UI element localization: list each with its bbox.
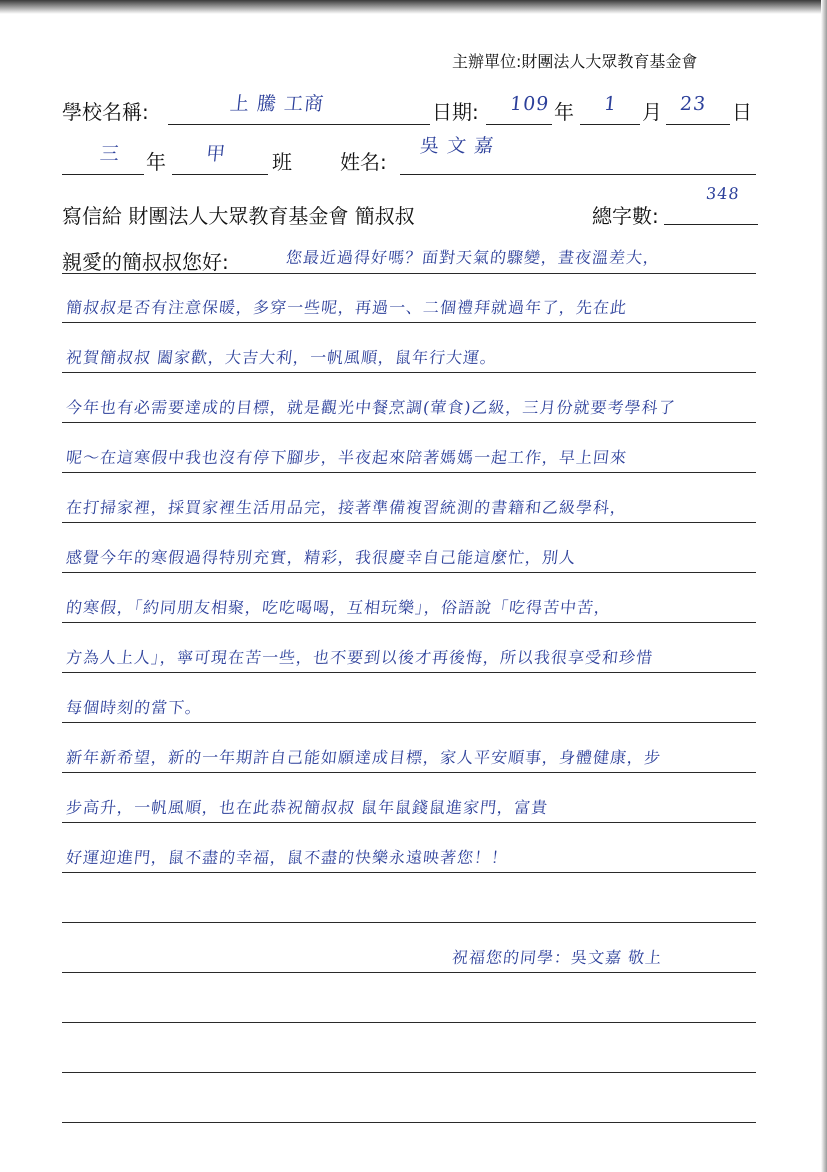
name-underline	[400, 174, 756, 175]
ruled-line	[62, 322, 756, 323]
school-value: 上 騰 工商	[228, 93, 326, 115]
ruled-line	[62, 822, 756, 823]
letter-line: 感覺今年的寒假過得特別充實，精彩，我很慶幸自己能這麼忙，別人	[65, 548, 578, 567]
wordcount-value: 348	[705, 184, 741, 203]
month-value: 1	[602, 93, 619, 115]
grade-underline	[62, 174, 144, 175]
ruled-line	[62, 472, 756, 473]
month-label: 月	[642, 100, 662, 124]
month-underline	[580, 124, 640, 125]
class-underline	[172, 174, 268, 175]
ruled-line	[62, 772, 756, 773]
ruled-line	[62, 273, 756, 274]
scan-edge-top	[0, 0, 827, 14]
letter-line: 呢～在這寒假中我也沒有停下腳步，半夜起來陪著媽媽一起工作，早上回來	[65, 448, 629, 467]
ruled-line	[62, 522, 756, 523]
letter-line: 您最近過得好嗎？面對天氣的驟變，晝夜溫差大，	[285, 248, 662, 267]
ruled-line	[62, 1122, 756, 1123]
organizer-line: 主辦單位:財團法人大眾教育基金會	[452, 52, 698, 71]
ruled-line	[62, 722, 756, 723]
year-value: 109	[508, 93, 551, 115]
greeting: 親愛的簡叔叔您好:	[62, 250, 229, 274]
letter-line: 新年新希望，新的一年期許自己能如願達成目標，家人平安順事，身體健康，步	[65, 748, 663, 767]
ruled-line	[62, 672, 756, 673]
wordcount-label: 總字數:	[592, 204, 659, 228]
ruled-line	[62, 572, 756, 573]
grade-value: 三	[98, 143, 122, 165]
ruled-line	[62, 1072, 756, 1073]
day-underline	[666, 124, 730, 125]
ruled-line	[62, 922, 756, 923]
ruled-line	[62, 972, 756, 973]
letter-line: 步高升，一帆風順，也在此恭祝簡叔叔 鼠年鼠錢鼠進家門，富貴	[65, 798, 550, 817]
letter-line: 每個時刻的當下。	[65, 698, 204, 717]
wordcount-underline	[664, 224, 758, 225]
letter-line: 好運迎進門，鼠不盡的幸福，鼠不盡的快樂永遠映著您！！	[65, 848, 510, 867]
year-label: 年	[554, 100, 574, 124]
class-label: 班	[272, 150, 292, 174]
name-label: 姓名:	[340, 150, 387, 174]
letter-line: 簡叔叔是否有注意保暖，多穿一些呢，再過一、二個禮拜就過年了，先在此	[65, 298, 629, 317]
ruled-line	[62, 372, 756, 373]
ruled-line	[62, 872, 756, 873]
ruled-line	[62, 422, 756, 423]
letter-line: 祝賀簡叔叔 闔家歡，大吉大利，一帆風順，鼠年行大運。	[65, 348, 499, 367]
date-label: 日期:	[432, 100, 479, 124]
letter-line: 的寒假，「約同朋友相聚，吃吃喝喝，互相玩樂」，俗語說「吃得苦中苦，	[65, 598, 613, 617]
recipient-line: 寫信給 財團法人大眾教育基金會 簡叔叔	[62, 204, 415, 228]
ruled-line	[62, 622, 756, 623]
class-value: 甲	[204, 143, 228, 165]
letter-closing: 祝福您的同學：吳文嘉 敬上	[451, 948, 664, 967]
school-underline	[168, 124, 430, 125]
grade-year-label: 年	[146, 150, 166, 174]
name-value: 吳 文 嘉	[418, 135, 496, 157]
school-label: 學校名稱:	[62, 100, 149, 124]
letter-line: 在打掃家裡，採買家裡生活用品完，接著準備複習統測的書籍和乙級學科，	[65, 498, 629, 517]
year-underline	[486, 124, 552, 125]
day-value: 23	[678, 93, 708, 115]
ruled-line	[62, 1022, 756, 1023]
letter-line: 今年也有必需要達成的目標，就是觀光中餐烹調(葷食)乙級，三月份就要考學科了	[65, 398, 677, 417]
day-label: 日	[732, 100, 752, 124]
letter-line: 方為人上人」，寧可現在苦一些，也不要到以後才再後悔，所以我很享受和珍惜	[65, 648, 655, 667]
scan-edge-right	[821, 0, 827, 1172]
